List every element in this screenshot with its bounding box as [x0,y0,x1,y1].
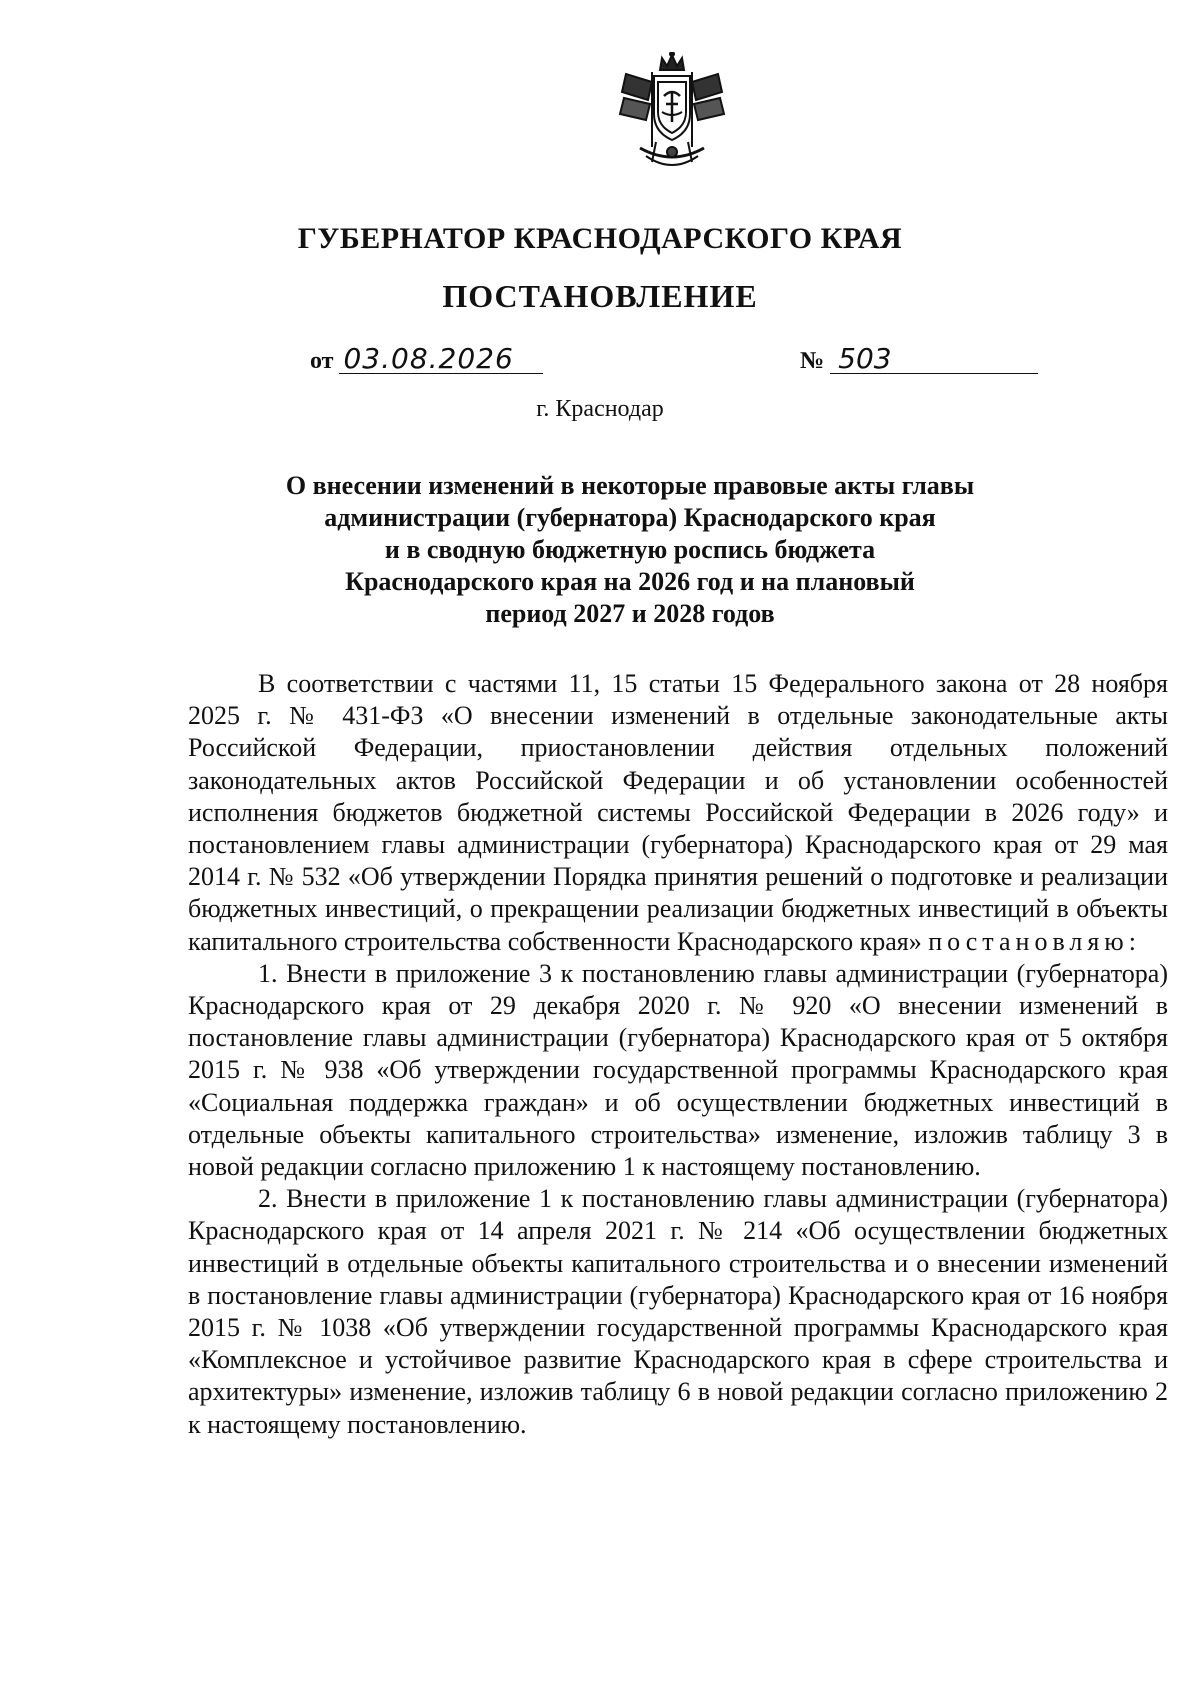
preamble-text: В соответствии с частями 11, 15 статьи 15 Федерального закона от 28 ноября 2025 г. № 431-ФЗ «О внесении изменений в отдельные законодательные акты Российской Федерации, приостановлении действия отдельных положений законодательных актов Российской Федерации и об установлении особенностей исполнения бюджетов бюджетной системы Российской Федерации в 2026 году» и постановлением главы администрации (губернатора) Краснодарского края от 29 мая 2014 г. № 532 «Об утверждении Порядка принятия решений о подготовке и реализации бюджетных инвестиций, о прекращении реализации бюджетных инвестиций в объекты капитального строительства собственности Краснодарского края» [188,669,1168,956]
document-date-row [310,342,543,375]
date-prefix: от [310,348,334,374]
title-line: О внесении изменений в некоторые правовые акты главы [285,471,975,500]
document-body [188,668,1168,1441]
title-line: и в сводную бюджетную роспись бюджета [384,535,876,564]
krasnodar-krai-coat-of-arms-icon [612,52,732,182]
document-title [200,470,1060,630]
number-prefix: № [800,348,825,374]
document-number-value: 503 [830,345,1038,374]
document-date-value: 03.08.2026 [339,345,543,374]
title-line: администрации (губернатора) Краснодарского края [324,503,936,532]
item-2-paragraph: 2. Внести в приложение 1 к постановлению главы администрации (губернатора) Краснодарского края от 14 апреля 2021 г. № 214 «Об осуществлении бюджетных инвестиций в отдельные объекты капитального строительства и о внесении изменений в постановление главы администрации (губернатора) Краснодарского края от 16 ноября 2015 г. № 1038 «Об утверждении государственной программы Краснодарского края «Комплексное и устойчивое развитие Краснодарского края в сфере строительства и архитектуры» изменение, изложив таблицу 6 в новой редакции согласно приложению 2 к настоящему постановлению. [188,1184,1168,1439]
title-line: период 2027 и 2028 годов [485,599,775,628]
decree-word: постановляю: [928,926,1141,956]
preamble-paragraph [188,668,1168,958]
document-place: г. Краснодар [536,396,664,422]
title-line: Краснодарского края на 2026 год и на плановый [345,567,915,596]
issuing-authority: ГУБЕРНАТОР КРАСНОДАРСКОГО КРАЯ [297,222,903,255]
document-number-row [800,342,1038,375]
item-1-paragraph: 1. Внести в приложение 3 к постановлению главы администрации (губернатора) Краснодарского края от 29 декабря 2020 г. № 920 «О внесении изменений в постановление главы администрации (губернатора) Краснодарского края от 5 октября 2015 г. № 938 «Об утверждении государственной программы Краснодарского края «Социальная поддержка граждан» и об осуществлении бюджетных инвестиций в отдельные объекты капитального строительства» изменение, изложив таблицу 3 в новой редакции согласно приложению 1 к настоящему постановлению. [188,958,1168,1182]
document-type-heading: ПОСТАНОВЛЕНИЕ [442,278,758,314]
